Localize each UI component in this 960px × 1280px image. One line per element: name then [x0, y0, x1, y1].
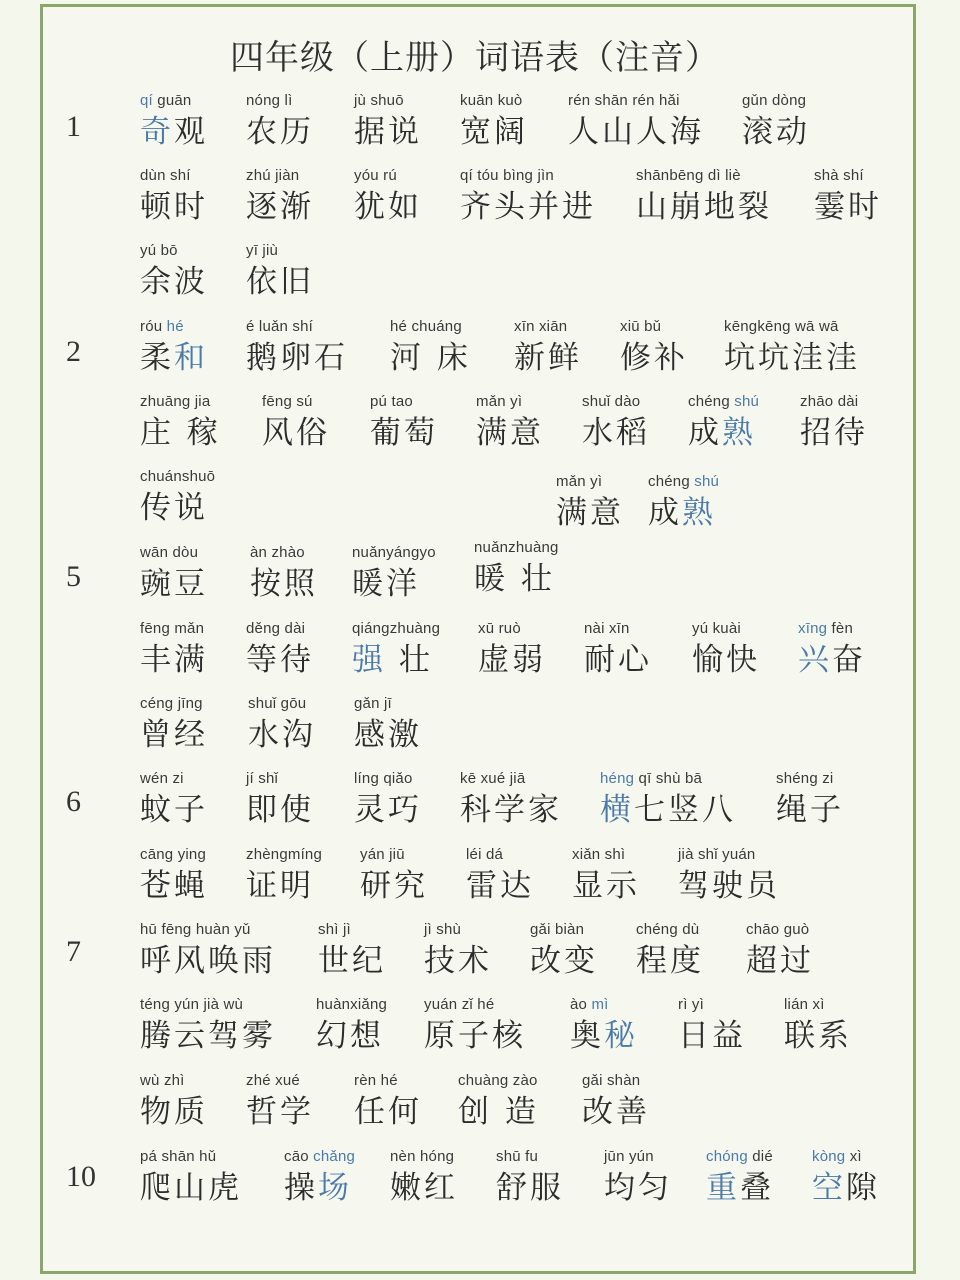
vocab-word: [370, 393, 438, 453]
hanzi: 横七竖八: [600, 792, 736, 828]
vocab-word: [140, 1148, 242, 1208]
vocab-word: [530, 921, 598, 981]
vocab-word: [354, 770, 422, 830]
pinyin: zhāo dài: [800, 393, 859, 410]
pinyin: wén zi: [140, 770, 184, 787]
hanzi: 按照: [250, 566, 318, 602]
hanzi: 绳子: [776, 792, 844, 828]
vocab-word: [140, 620, 208, 680]
vocab-word: [140, 544, 208, 604]
vocab-word: [798, 620, 866, 680]
pinyin: xiū bǔ: [620, 318, 662, 335]
hanzi: 联系: [784, 1018, 852, 1054]
pinyin: gǎn jī: [354, 695, 392, 712]
vocab-word: [360, 846, 428, 906]
pinyin: mǎn yì: [476, 393, 523, 410]
vocab-word: [250, 544, 318, 604]
pinyin: yán jiū: [360, 846, 405, 863]
pinyin: huànxiǎng: [316, 996, 388, 1013]
hanzi: 原子核: [424, 1018, 526, 1054]
hanzi: 耐心: [584, 642, 652, 678]
hanzi: 灵巧: [354, 792, 422, 828]
vocab-word: [620, 318, 688, 378]
pinyin: léi dá: [466, 846, 504, 863]
pinyin: zhuāng jia: [140, 393, 211, 410]
pinyin: kē xué jiā: [460, 770, 526, 787]
hanzi: 水沟: [248, 717, 316, 753]
hanzi: 曾经: [140, 717, 208, 753]
pinyin: é luǎn shí: [246, 318, 314, 335]
vocab-word: [390, 1148, 458, 1208]
vocab-word: [556, 473, 624, 533]
pinyin: shānbēng dì liè: [636, 167, 741, 184]
hanzi: 暖洋: [352, 566, 420, 602]
hanzi: 嫩红: [390, 1170, 458, 1206]
pinyin: qí tóu bìng jìn: [460, 167, 554, 184]
vocab-word: [140, 1072, 208, 1132]
hanzi: 证明: [246, 868, 314, 904]
pinyin: zhú jiàn: [246, 167, 300, 184]
vocab-word: [354, 92, 422, 152]
vocab-word: [284, 1148, 355, 1208]
hanzi: 显示: [572, 868, 640, 904]
hanzi: 犹如: [354, 189, 422, 225]
hanzi: 雷达: [466, 868, 534, 904]
hanzi: 葡萄: [370, 415, 438, 451]
vocab-word: [246, 242, 314, 302]
vocab-word: [600, 770, 736, 830]
pinyin: xīn xiān: [514, 318, 568, 335]
pinyin: chuàng zào: [458, 1072, 538, 1089]
vocab-word: [476, 393, 544, 453]
vocab-word: [246, 1072, 314, 1132]
pinyin: chāo guò: [746, 921, 810, 938]
hanzi: 逐渐: [246, 189, 314, 225]
pinyin: nuǎnyángyo: [352, 544, 436, 561]
hanzi: 坑坑洼洼: [724, 340, 860, 376]
hanzi: 舒服: [496, 1170, 564, 1206]
hanzi: 蚊子: [140, 792, 208, 828]
hanzi: 余波: [140, 264, 208, 300]
hanzi: 超过: [746, 943, 814, 979]
pinyin: wān dòu: [140, 544, 199, 561]
pinyin: yú kuài: [692, 620, 741, 637]
vocab-word: [478, 620, 546, 680]
pinyin: héng qī shù bā: [600, 770, 703, 787]
hanzi: 哲学: [246, 1094, 314, 1130]
vocab-word: [742, 92, 810, 152]
vocab-word: [354, 1072, 422, 1132]
pinyin: téng yún jià wù: [140, 996, 244, 1013]
vocab-word: [140, 468, 215, 528]
hanzi: 任何: [354, 1094, 422, 1130]
hanzi: 研究: [360, 868, 428, 904]
hanzi: 齐头并进: [460, 189, 596, 225]
pinyin: nèn hóng: [390, 1148, 455, 1165]
vocab-word: [140, 167, 208, 227]
unit-number: 2: [66, 335, 81, 368]
vocab-word: [140, 242, 208, 302]
pinyin: qiángzhuàng: [352, 620, 441, 637]
vocab-word: [568, 92, 704, 152]
hanzi: 农历: [246, 114, 314, 150]
hanzi: 科学家: [460, 792, 562, 828]
pinyin: jí shǐ: [246, 770, 279, 787]
hanzi: 修补: [620, 340, 688, 376]
vocab-word: [812, 1148, 880, 1208]
hanzi: 兴奋: [798, 642, 866, 678]
vocab-word: [776, 770, 844, 830]
vocab-word: [140, 770, 208, 830]
pinyin: cāng ying: [140, 846, 207, 863]
hanzi: 日益: [678, 1018, 746, 1054]
pinyin: cāo chǎng: [284, 1148, 356, 1165]
pinyin: nóng lì: [246, 92, 293, 109]
pinyin: àn zhào: [250, 544, 305, 561]
vocab-word: [140, 921, 276, 981]
hanzi: 霎时: [814, 189, 882, 225]
hanzi: 改善: [582, 1094, 650, 1130]
vocab-word: [466, 846, 534, 906]
hanzi: 丰满: [140, 642, 208, 678]
hanzi: 顿时: [140, 189, 208, 225]
vocab-word: [584, 620, 652, 680]
hanzi: 愉快: [692, 642, 760, 678]
vocab-word: [678, 996, 746, 1056]
vocab-word: [648, 473, 719, 533]
vocab-word: [582, 393, 650, 453]
vocab-word: [262, 393, 330, 453]
pinyin: zhé xué: [246, 1072, 300, 1089]
pinyin: gǎi biàn: [530, 921, 585, 938]
pinyin: shà shí: [814, 167, 864, 184]
pinyin: kuān kuò: [460, 92, 523, 109]
hanzi: 山崩地裂: [636, 189, 772, 225]
pinyin: wù zhì: [140, 1072, 185, 1089]
hanzi: 物质: [140, 1094, 208, 1130]
vocab-word: [460, 770, 562, 830]
vocab-word: [140, 996, 276, 1056]
hanzi: 满意: [476, 415, 544, 451]
pinyin: rèn hé: [354, 1072, 398, 1089]
vocab-word: [352, 620, 440, 680]
hanzi: 满意: [556, 495, 624, 531]
vocab-word: [390, 318, 471, 378]
vocab-word: [572, 846, 640, 906]
hanzi: 鹅卵石: [246, 340, 348, 376]
hanzi: 苍蝇: [140, 868, 208, 904]
vocab-word: [474, 539, 559, 599]
hanzi: 风俗: [262, 415, 330, 451]
vocab-word: [706, 1148, 774, 1208]
pinyin: jūn yún: [604, 1148, 654, 1165]
pinyin: hū fēng huàn yǔ: [140, 921, 251, 938]
vocab-word: [496, 1148, 564, 1208]
vocab-word: [354, 695, 422, 755]
vocab-word: [354, 167, 422, 227]
pinyin: jù shuō: [354, 92, 404, 109]
pinyin: nuǎnzhuàng: [474, 539, 559, 556]
pinyin: líng qiǎo: [354, 770, 413, 787]
vocab-word: [460, 92, 528, 152]
hanzi: 感激: [354, 717, 422, 753]
hanzi: 驾驶员: [678, 868, 780, 904]
hanzi: 成熟: [648, 495, 716, 531]
unit-number: 6: [66, 785, 81, 818]
pinyin: xū ruò: [478, 620, 521, 637]
hanzi: 世纪: [318, 943, 386, 979]
hanzi: 柔和: [140, 340, 208, 376]
pinyin: qí guān: [140, 92, 192, 109]
vocab-word: [582, 1072, 650, 1132]
pinyin: chéng dù: [636, 921, 700, 938]
hanzi: 改变: [530, 943, 598, 979]
pinyin: nài xīn: [584, 620, 630, 637]
unit-number: 10: [66, 1160, 96, 1193]
hanzi: 庄 稼: [140, 415, 221, 451]
hanzi: 水稻: [582, 415, 650, 451]
pinyin: jì shù: [424, 921, 462, 938]
pinyin: kòng xì: [812, 1148, 862, 1165]
pinyin: chuánshuō: [140, 468, 216, 485]
vocab-word: [246, 620, 314, 680]
hanzi: 传说: [140, 490, 208, 526]
pinyin: gǔn dòng: [742, 92, 807, 109]
vocab-word: [636, 921, 704, 981]
pinyin: shéng zi: [776, 770, 834, 787]
vocab-word: [140, 92, 208, 152]
pinyin: lián xì: [784, 996, 825, 1013]
pinyin: rén shān rén hǎi: [568, 92, 680, 109]
pinyin: shuǐ gōu: [248, 695, 307, 712]
vocab-word: [248, 695, 316, 755]
pinyin: mǎn yì: [556, 473, 603, 490]
pinyin: dùn shí: [140, 167, 191, 184]
vocab-word: [140, 318, 208, 378]
hanzi: 爬山虎: [140, 1170, 242, 1206]
pinyin: chéng shú: [648, 473, 720, 490]
hanzi: 据说: [354, 114, 422, 150]
pinyin: shū fu: [496, 1148, 539, 1165]
hanzi: 创 造: [458, 1094, 539, 1130]
vocab-word: [746, 921, 814, 981]
vocab-word: [352, 544, 436, 604]
vocab-word: [678, 846, 780, 906]
pinyin: yuán zǐ hé: [424, 996, 495, 1013]
pinyin: xīng fèn: [798, 620, 853, 637]
vocab-word: [316, 996, 387, 1056]
vocab-word: [140, 393, 221, 453]
pinyin: pú tao: [370, 393, 413, 410]
unit-number: 7: [66, 935, 81, 968]
pinyin: rì yì: [678, 996, 704, 1013]
vocab-word: [246, 92, 314, 152]
vocab-word: [724, 318, 860, 378]
hanzi: 人山人海: [568, 114, 704, 150]
vocab-word: [688, 393, 759, 453]
vocab-word: [604, 1148, 672, 1208]
vocab-word: [570, 996, 638, 1056]
hanzi: 即使: [246, 792, 314, 828]
pinyin: céng jīng: [140, 695, 203, 712]
pinyin: ào mì: [570, 996, 609, 1013]
pinyin: fēng sú: [262, 393, 313, 410]
unit-number: 5: [66, 560, 81, 593]
pinyin: chéng shú: [688, 393, 760, 410]
vocab-word: [140, 846, 208, 906]
hanzi: 呼风唤雨: [140, 943, 276, 979]
vocab-word: [318, 921, 386, 981]
hanzi: 宽阔: [460, 114, 528, 150]
vocab-word: [800, 393, 868, 453]
vocab-word: [140, 695, 208, 755]
hanzi: 重叠: [706, 1170, 774, 1206]
pinyin: chóng dié: [706, 1148, 773, 1165]
hanzi: 豌豆: [140, 566, 208, 602]
vocab-word: [814, 167, 882, 227]
vocab-word: [246, 318, 348, 378]
hanzi: 招待: [800, 415, 868, 451]
hanzi: 幻想: [316, 1018, 384, 1054]
vocab-word: [246, 846, 322, 906]
hanzi: 空隙: [812, 1170, 880, 1206]
vocab-word: [458, 1072, 539, 1132]
hanzi: 暖 壮: [474, 561, 555, 597]
vocab-word: [246, 770, 314, 830]
hanzi: 依旧: [246, 264, 314, 300]
pinyin: róu hé: [140, 318, 184, 335]
vocab-word: [514, 318, 582, 378]
vocab-word: [784, 996, 852, 1056]
hanzi: 腾云驾雾: [140, 1018, 276, 1054]
hanzi: 奥秘: [570, 1018, 638, 1054]
vocab-word: [692, 620, 760, 680]
pinyin: shì jì: [318, 921, 351, 938]
pinyin: gǎi shàn: [582, 1072, 641, 1089]
hanzi: 虚弱: [478, 642, 546, 678]
vocab-word: [460, 167, 596, 227]
unit-number: 1: [66, 110, 81, 143]
pinyin: yú bō: [140, 242, 178, 259]
pinyin: pá shān hǔ: [140, 1148, 217, 1165]
pinyin: zhèngmíng: [246, 846, 323, 863]
page-title: 四年级（上册）词语表（注音）: [230, 38, 720, 78]
pinyin: kēngkēng wā wā: [724, 318, 839, 335]
hanzi: 河 床: [390, 340, 471, 376]
pinyin: hé chuáng: [390, 318, 462, 335]
pinyin: yóu rú: [354, 167, 397, 184]
vocab-word: [636, 167, 772, 227]
vocab-word: [246, 167, 314, 227]
hanzi: 新鲜: [514, 340, 582, 376]
hanzi: 滚动: [742, 114, 810, 150]
hanzi: 程度: [636, 943, 704, 979]
pinyin: jià shǐ yuán: [678, 846, 756, 863]
vocab-word: [424, 921, 492, 981]
hanzi: 奇观: [140, 114, 208, 150]
pinyin: xiǎn shì: [572, 846, 626, 863]
pinyin: shuǐ dào: [582, 393, 641, 410]
vocab-word: [424, 996, 526, 1056]
hanzi: 均匀: [604, 1170, 672, 1206]
hanzi: 强 壮: [352, 642, 433, 678]
hanzi: 操场: [284, 1170, 352, 1206]
hanzi: 等待: [246, 642, 314, 678]
pinyin: fēng mǎn: [140, 620, 205, 637]
hanzi: 成熟: [688, 415, 756, 451]
hanzi: 技术: [424, 943, 492, 979]
pinyin: yī jiù: [246, 242, 279, 259]
pinyin: děng dài: [246, 620, 306, 637]
